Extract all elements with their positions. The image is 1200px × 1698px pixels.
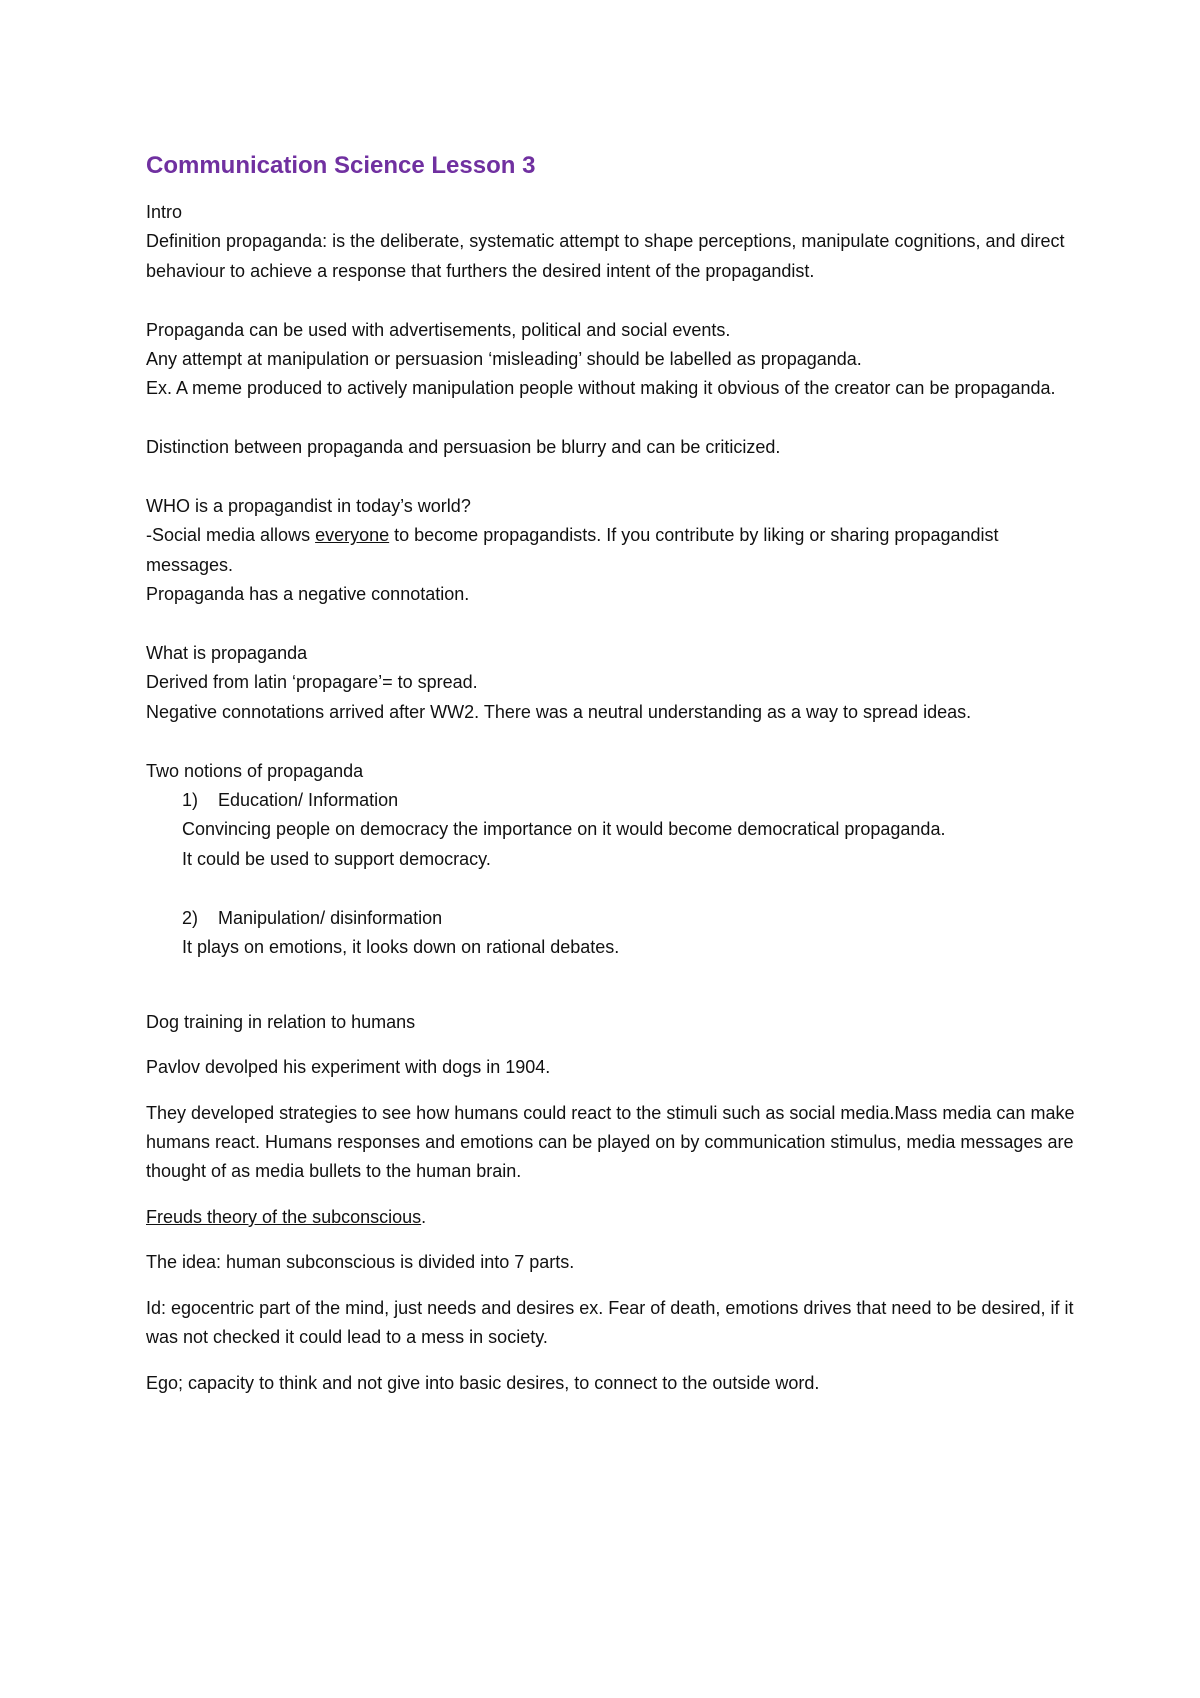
notion-item-2 [146, 904, 1076, 933]
freud-heading-line [146, 1203, 1076, 1232]
blank-line [146, 874, 1076, 903]
paragraph-gap [146, 992, 1076, 1008]
what-negative: Negative connotations arrived after WW2. There was a neutral understanding as a way to spread ideas. [146, 701, 972, 722]
freud-heading: Freuds theory of the subconscious [146, 1206, 422, 1227]
paragraph-gap [146, 1232, 1076, 1248]
freud-ego: Ego; capacity to think and not give into basic desires, to connect to the outside word. [146, 1372, 820, 1393]
paragraph-gap [146, 1187, 1076, 1203]
paragraph-gap [146, 1278, 1076, 1294]
uses-line-1: Propaganda can be used with advertisements, political and social events. [146, 319, 731, 340]
who-social-media-line [146, 521, 1076, 580]
propaganda-definition: Definition propaganda: is the deliberate, systematic attempt to shape perceptions, manipulate cognitions, and direct behaviour to achieve a response that furthers the desired intent of the propagandist. [146, 231, 1065, 281]
notion-2-line-1: It plays on emotions, it looks down on rational debates. [182, 937, 620, 958]
distinction-line: Distinction between propaganda and persuasion be blurry and can be criticized. [146, 437, 781, 458]
dog-training-heading: Dog training in relation to humans [146, 1011, 416, 1032]
blank-line [146, 404, 1076, 433]
blank-line [146, 463, 1076, 492]
paragraph-gap [146, 1037, 1076, 1053]
what-derived: Derived from latin ‘propagare’= to spread. [146, 672, 478, 693]
notion-number: 2) [182, 907, 199, 928]
who-line-emphasis: everyone [315, 525, 390, 546]
uses-line-3: Ex. A meme produced to actively manipulation people without making it obvious of the creator can be propaganda. [146, 378, 1056, 399]
notion-label: Education/ Information [218, 790, 399, 811]
what-heading: What is propaganda [146, 643, 308, 664]
paragraph-gap [146, 1083, 1076, 1099]
freud-id: Id: egocentric part of the mind, just needs and desires ex. Fear of death, emotions drives that need to be desired, if it was not checked it could lead to a mess in society. [146, 1297, 1074, 1348]
document-body [146, 150, 1076, 1398]
blank-line [146, 727, 1076, 756]
notion-number: 1) [182, 790, 199, 811]
uses-line-2: Any attempt at manipulation or persuasion ‘misleading’ should be labelled as propaganda. [146, 349, 862, 370]
pavlov-line: Pavlov devolped his experiment with dogs in 1904. [146, 1057, 551, 1078]
strategies-paragraph: They developed strategies to see how humans could react to the stimuli such as social media.Mass media can make humans react. Humans responses and emotions can be played on by communication stimulus, media messages are thought of as media bullets to the human brain. [146, 1102, 1075, 1182]
blank-line [146, 286, 1076, 315]
who-connotation: Propaganda has a negative connotation. [146, 584, 470, 605]
freud-heading-suffix: . [421, 1206, 427, 1227]
blank-line [146, 962, 1076, 991]
notion-label: Manipulation/ disinformation [218, 907, 443, 928]
document-title: Communication Science Lesson 3 [146, 152, 536, 179]
notion-1-line-1: Convincing people on democracy the importance on it would become democratical propaganda. [182, 819, 946, 840]
who-line-prefix: -Social media allows [146, 525, 316, 546]
notion-item-1 [146, 786, 1076, 815]
blank-line [146, 610, 1076, 639]
who-line-suffix: to become propagandists. If you contribute by liking or sharing propagandist messages. [146, 525, 999, 575]
notion-1-line-2: It could be used to support democracy. [182, 848, 491, 869]
intro-heading: Intro [146, 202, 183, 222]
who-heading: WHO is a propagandist in today’s world? [146, 496, 471, 517]
freud-idea: The idea: human subconscious is divided into 7 parts. [146, 1252, 575, 1273]
paragraph-gap [146, 1353, 1076, 1369]
notions-heading: Two notions of propaganda [146, 760, 364, 781]
